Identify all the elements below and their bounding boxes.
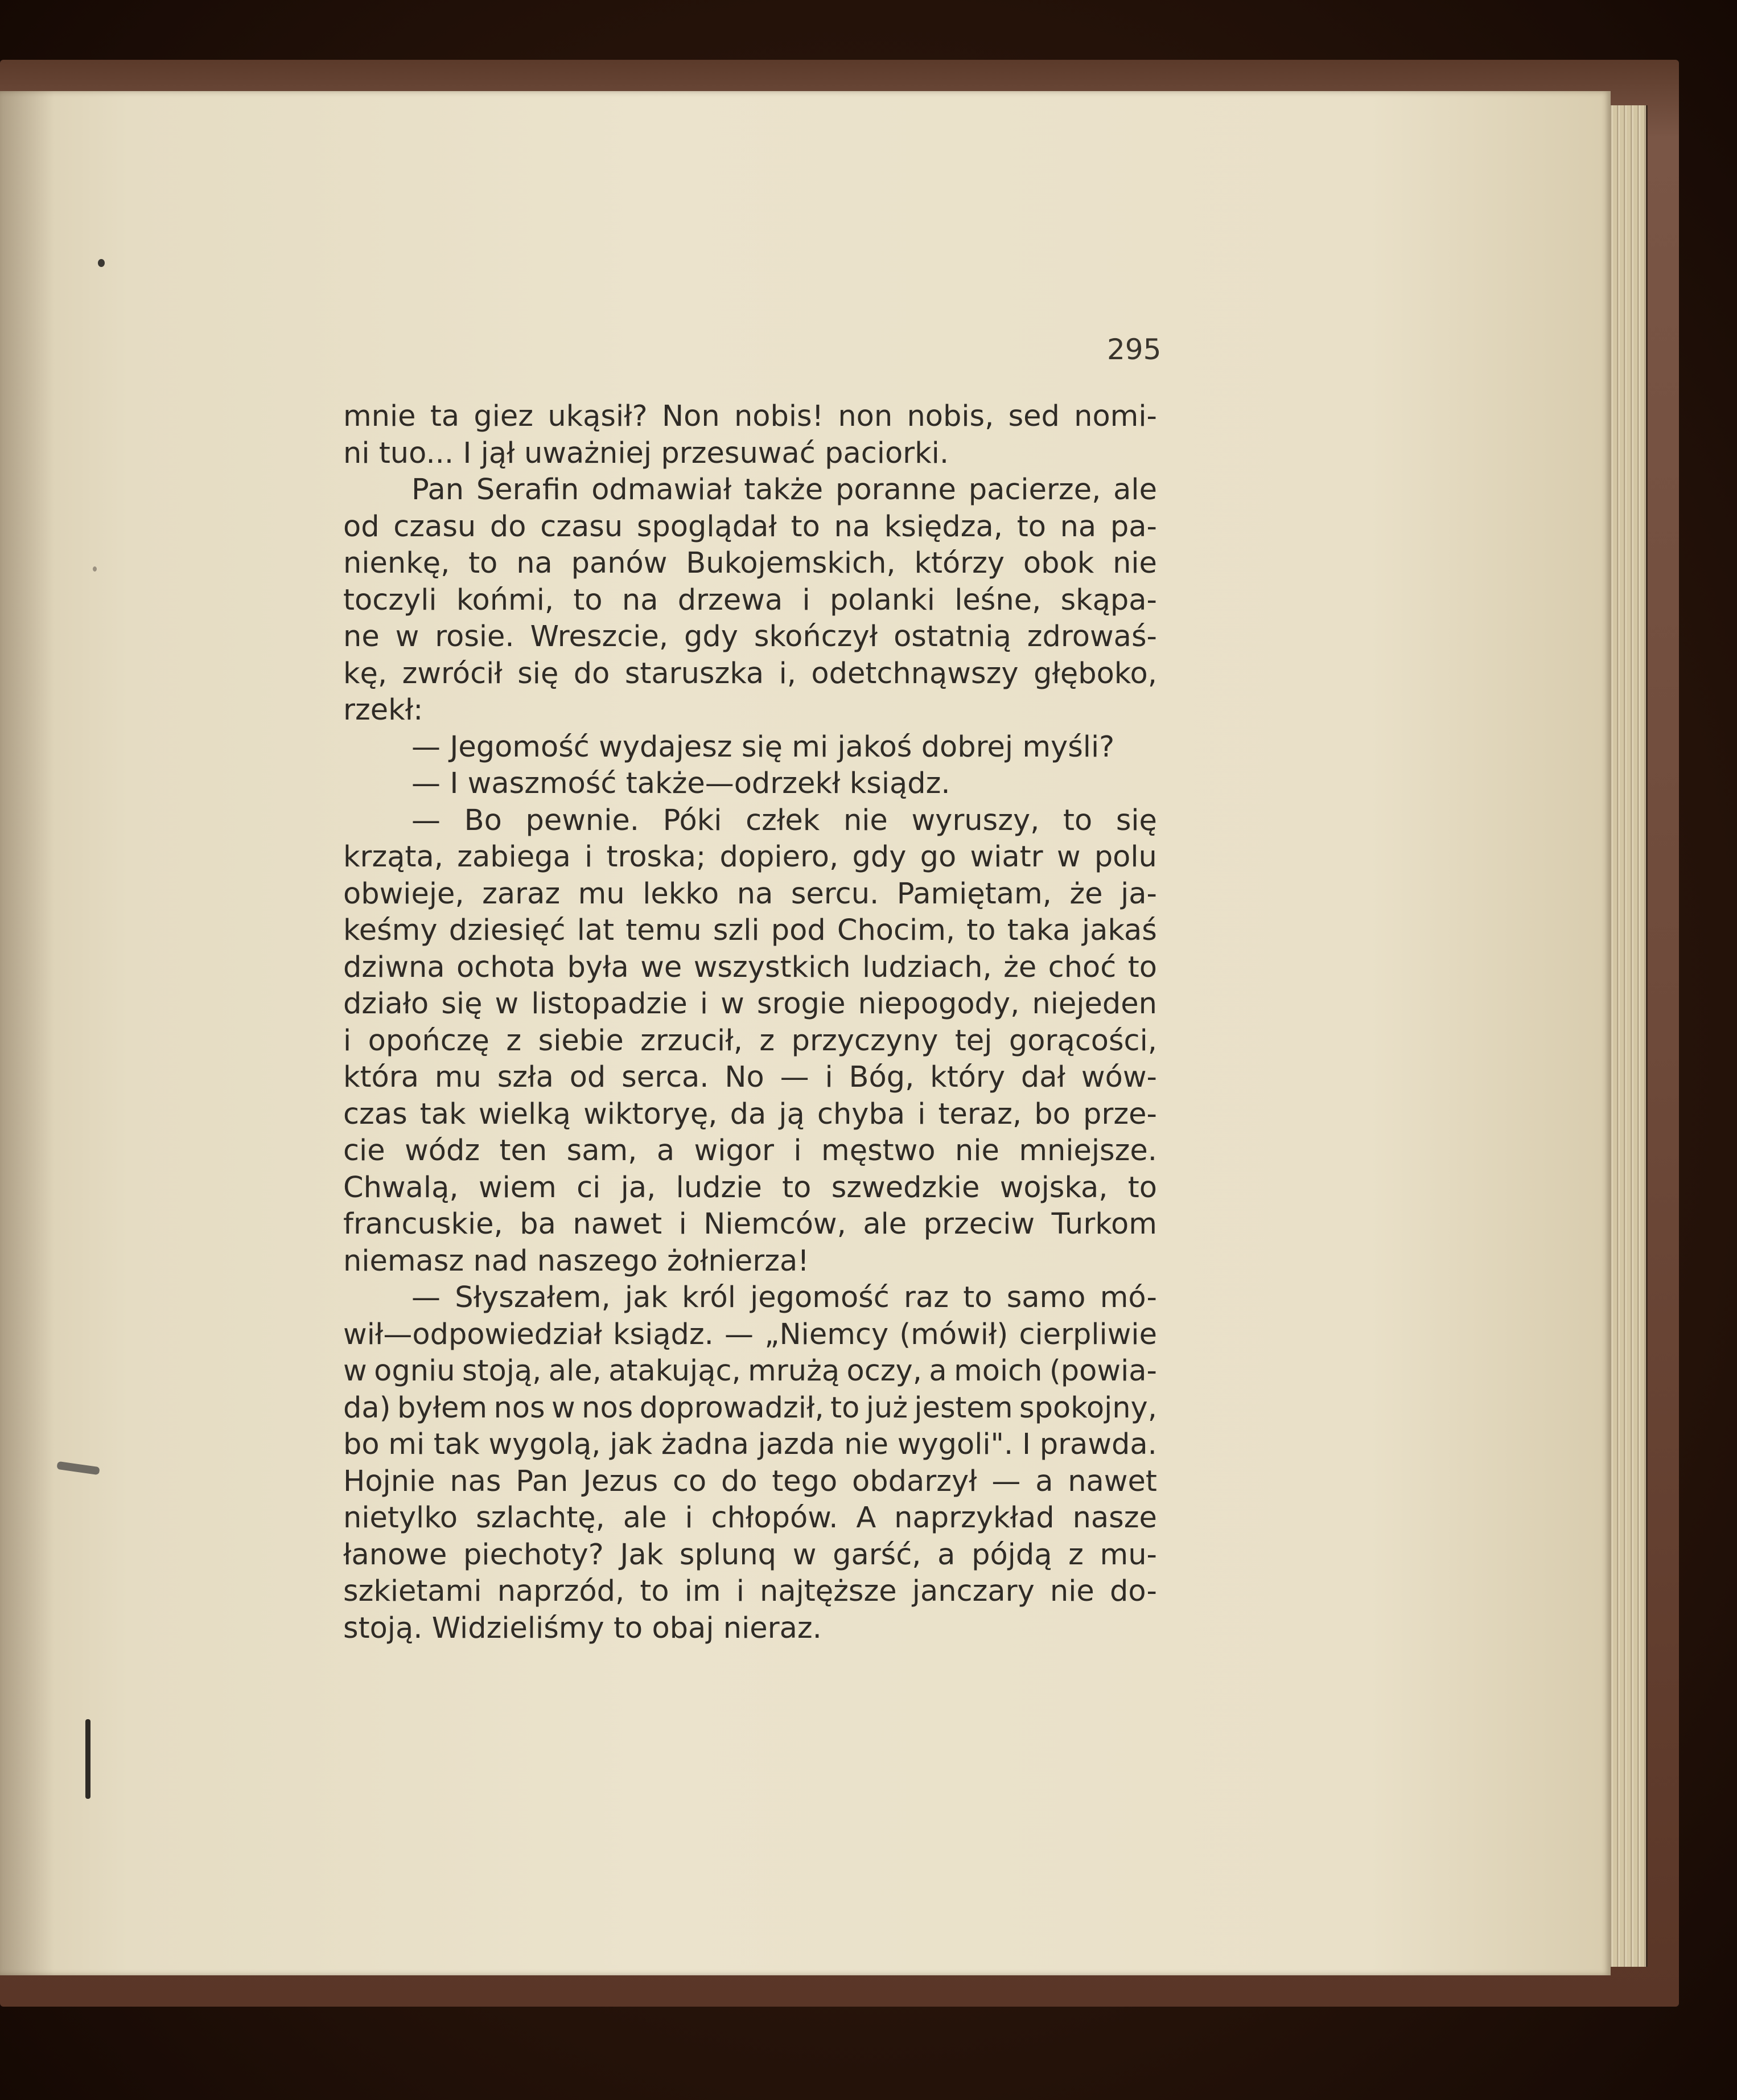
text-line: mnie ta giez ukąsił? Non nobis! non nobis, sed nomi- <box>343 400 1157 433</box>
text-line: keśmy dziesięć lat temu szli pod Chocim, to taka jakaś <box>343 914 1157 947</box>
text-line: obwieje, zaraz mu lekko na sercu. Pamiętam, że ja- <box>343 877 1157 911</box>
text-line: — Słyszałem, jak król jegomość raz to samo mó- <box>411 1281 1157 1314</box>
text-line: cie wódz ten sam, a wigor i męstwo nie mniejsze. <box>343 1134 1157 1168</box>
margin-mark <box>85 1719 90 1799</box>
text-line: szkietami naprzód, to im i najtęższe janczary nie do- <box>343 1575 1157 1608</box>
text-line: Hojnie nas Pan Jezus co do tego obdarzył — a nawet <box>343 1464 1157 1498</box>
margin-speck <box>93 566 97 572</box>
text-line: nienkę, to na panów Bukojemskich, którzy obok nie <box>343 546 1157 580</box>
text-line: łanowe piechoty? Jak splunq w garść, a pójdą z mu- <box>343 1538 1157 1572</box>
text-line: od czasu do czasu spoglądał to na księdza, to na pa- <box>343 509 1157 544</box>
margin-speck <box>98 259 105 267</box>
text-line: francuskie, ba nawet i Niemców, ale przeciw Turkom <box>343 1207 1157 1241</box>
text-line: i opończę z siebie zrzucił, z przyczyny tej gorącości, <box>343 1024 1157 1058</box>
text-line: Pan Serafin odmawiał także poranne pacierze, ale <box>411 473 1157 507</box>
text-line: ni tuo... I jął uważniej przesuwać paciorki. <box>343 436 949 470</box>
text-line: w ogniu stoją, ale, atakując, mrużą oczy, a moich (powia- <box>343 1354 1157 1388</box>
text-line: kę, zwrócił się do staruszka i, odetchnąwszy głęboko, <box>343 656 1157 691</box>
text-line: ne w rosie. Wreszcie, gdy skończył ostatnią zdrowaś- <box>343 620 1157 654</box>
text-line: — I waszmość także—odrzekł ksiądz. <box>411 767 950 800</box>
text-line: — Bo pewnie. Póki człek nie wyruszy, to się <box>411 803 1157 837</box>
page-text <box>343 398 1157 1647</box>
text-line: która mu szła od serca. No — i Bóg, który dał wów- <box>343 1061 1157 1094</box>
text-line: czas tak wielką wiktoryę, da ją chyba i teraz, bo prze- <box>343 1097 1157 1131</box>
text-line: — Jegomość wydajesz się mi jakoś dobrej myśli? <box>411 730 1115 764</box>
text-line: rzekł: <box>343 693 423 727</box>
text-line: Chwalą, wiem ci ja, ludzie to szwedzkie wojska, to <box>343 1170 1157 1205</box>
text-line: nietylko szlachtę, ale i chłopów. A naprzykład nasze <box>343 1501 1157 1535</box>
text-line: niemasz nad naszego żołnierza! <box>343 1244 809 1278</box>
text-line: działo się w listopadzie i w srogie niepogody, niejeden <box>343 987 1157 1021</box>
text-line: bo mi tak wygolą, jak żadna jazda nie wygoli". I prawda. <box>343 1428 1157 1461</box>
text-line: stoją. Widzieliśmy to obaj nieraz. <box>343 1611 822 1645</box>
text-line: wił—odpowiedział ksiądz. — „Niemcy (mówił) cierpliwie <box>343 1317 1157 1351</box>
text-line: da) byłem nos w nos doprowadził, to już jestem spokojny, <box>343 1391 1157 1425</box>
page-number: 295 <box>1107 333 1162 366</box>
text-line: dziwna ochota była we wszystkich ludziach, że choć to <box>343 950 1157 984</box>
text-line: toczyli końmi, to na drzewa i polanki leśne, skąpa- <box>343 583 1157 617</box>
text-line: krząta, zabiega i troska; dopiero, gdy go wiatr w polu <box>343 840 1157 874</box>
gutter-shadow <box>0 91 54 1975</box>
